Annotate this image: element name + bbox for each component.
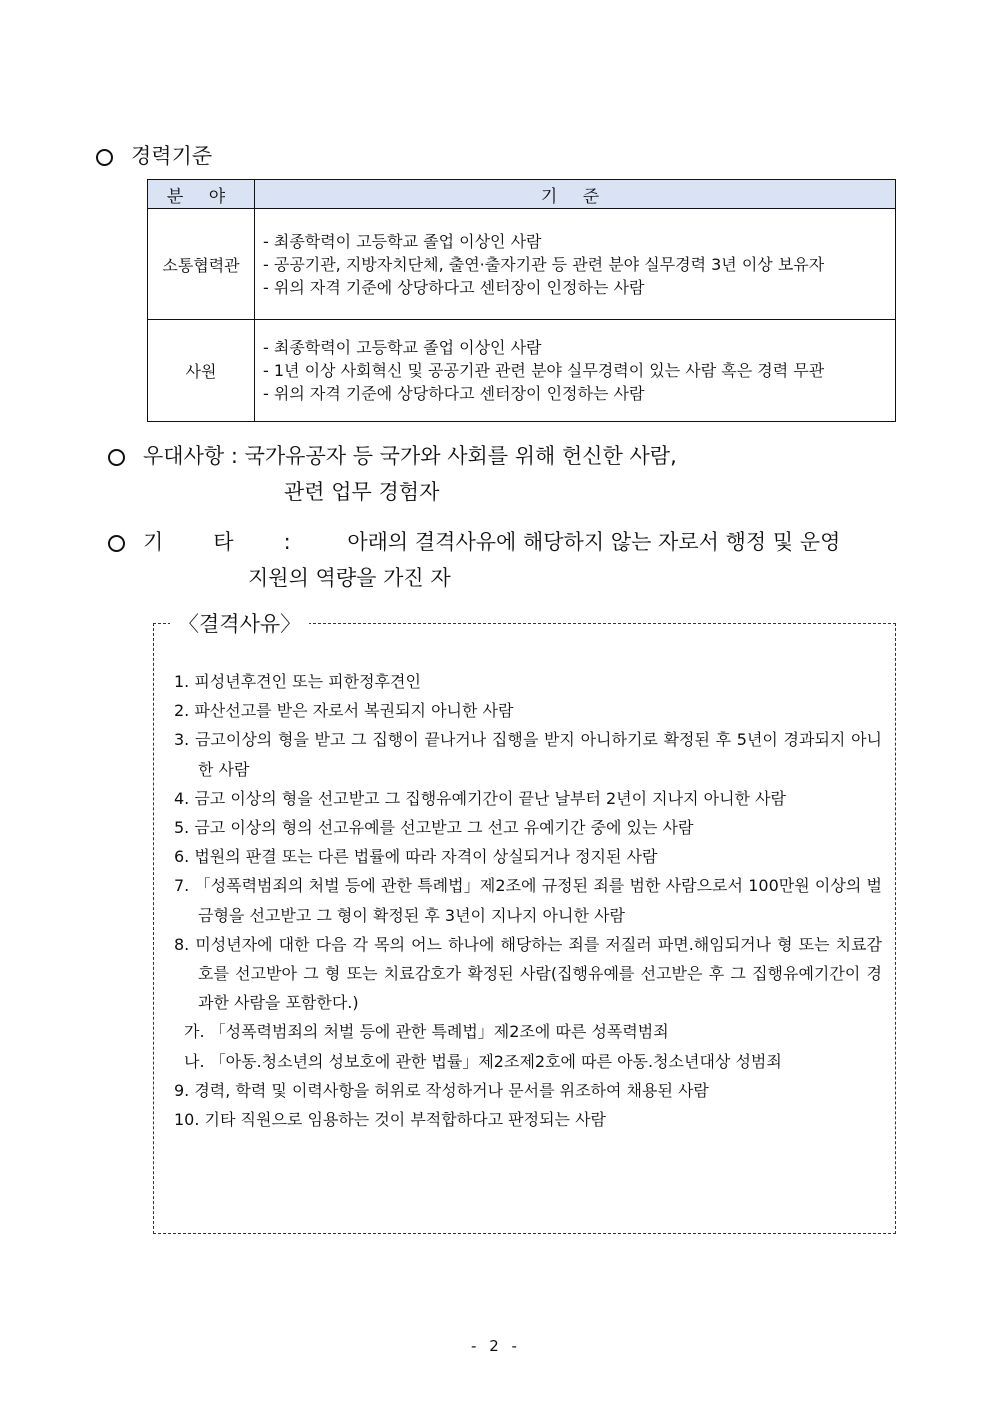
etc-line-1: 아래의 결격사유에 해당하지 않는 자로서 행정 및 운영 bbox=[347, 530, 841, 554]
etc-line-2: 지원의 역량을 가진 자 bbox=[248, 566, 451, 590]
hollow-circle-bullet-icon bbox=[108, 449, 125, 466]
preference-line-2: 관련 업무 경험자 bbox=[284, 480, 440, 504]
criteria-line: - 1년 이상 사회혁신 및 공공기관 관련 분야 실무경력이 있는 사람 혹은 경력 무관 bbox=[263, 361, 825, 380]
disqualification-title: 〈결격사유〉 bbox=[170, 608, 309, 638]
table-header-row bbox=[148, 180, 896, 209]
criteria-line: - 최종학력이 고등학교 졸업 이상인 사람 bbox=[263, 338, 542, 357]
list-item: 8. 미성년자에 대한 다음 각 목의 어느 하나에 해당하는 죄를 저질러 파면.해임되거나 형 또는 치료감호를 선고받아 그 형 또는 치료감호가 확정된 사람(집행유예를 선고받은 후 그 집행유예기간이 경과한 사람을 포함한다.) bbox=[174, 934, 882, 1013]
preference-section bbox=[108, 438, 898, 510]
hollow-circle-bullet-icon bbox=[108, 535, 125, 552]
preference-label: 우대사항 : bbox=[143, 444, 238, 468]
list-item: 5. 금고 이상의 형의 선고유예를 선고받고 그 선고 유예기간 중에 있는 사람 bbox=[174, 818, 694, 838]
row-category: 사원 bbox=[148, 320, 255, 422]
list-item: 4. 금고 이상의 형을 선고받고 그 집행유예기간이 끝난 날부터 2년이 지나지 아니한 사람 bbox=[174, 788, 786, 808]
career-heading-text: 경력기준 bbox=[131, 144, 213, 168]
list-subitem: 나. 「아동.청소년의 성보호에 관한 법률」제2조제2호에 따른 아동.청소년대상 성범죄 bbox=[184, 1051, 782, 1071]
list-item: 1. 피성년후견인 또는 피한정후견인 bbox=[174, 672, 421, 691]
criteria-line: - 위의 자격 기준에 상당하다고 센터장이 인정하는 사람 bbox=[263, 277, 645, 297]
header-criteria: 기 준 bbox=[255, 180, 896, 209]
preference-line-1: 국가유공자 등 국가와 사회를 위해 헌신한 사람, bbox=[244, 444, 677, 468]
career-criteria-table bbox=[147, 179, 896, 422]
list-item: 2. 파산선고를 받은 자로서 복권되지 아니한 사람 bbox=[174, 701, 514, 721]
list-item: 6. 법원의 판결 또는 다른 법률에 따라 자격이 상실되거나 정지된 사람 bbox=[174, 847, 658, 867]
list-item: 10. 기타 직원으로 임용하는 것이 부적합하다고 판정되는 사람 bbox=[174, 1110, 606, 1130]
row-criteria bbox=[255, 320, 896, 422]
row-category: 소통협력관 bbox=[148, 209, 255, 320]
list-item: 7. 「성폭력범죄의 처벌 등에 관한 특례법」제2조에 규정된 죄를 범한 사람으로서 100만원 이상의 벌금형을 선고받고 그 형이 확정된 후 3년이 지나지 아니한 사람 bbox=[174, 876, 882, 925]
etc-label: 기타: bbox=[143, 530, 341, 554]
page-number: - 2 - bbox=[471, 1337, 521, 1355]
criteria-line: - 공공기관, 지방자치단체, 출연·출자기관 등 관련 분야 실무경력 3년 이상 보유자 bbox=[263, 254, 825, 274]
row-criteria bbox=[255, 209, 896, 320]
table-row bbox=[148, 209, 896, 320]
list-item: 3. 금고이상의 형을 받고 그 집행이 끝나거나 집행을 받지 아니하기로 확정된 후 5년이 경과되지 아니한 사람 bbox=[174, 730, 882, 779]
list-item: 9. 경력, 학력 및 이력사항을 허위로 작성하거나 문서를 위조하여 채용된 사람 bbox=[174, 1080, 709, 1100]
career-criteria-heading bbox=[96, 140, 212, 170]
disqualification-list bbox=[174, 667, 882, 1134]
criteria-line: - 위의 자격 기준에 상당하다고 센터장이 인정하는 사람 bbox=[263, 384, 645, 403]
criteria-line: - 최종학력이 고등학교 졸업 이상인 사람 bbox=[263, 231, 542, 251]
etc-section bbox=[108, 524, 898, 596]
hollow-circle-bullet-icon bbox=[96, 149, 113, 166]
list-subitem: 가. 「성폭력범죄의 처벌 등에 관한 특례법」제2조에 따른 성폭력범죄 bbox=[184, 1022, 669, 1042]
header-field: 분 야 bbox=[148, 180, 255, 209]
table-row bbox=[148, 320, 896, 422]
